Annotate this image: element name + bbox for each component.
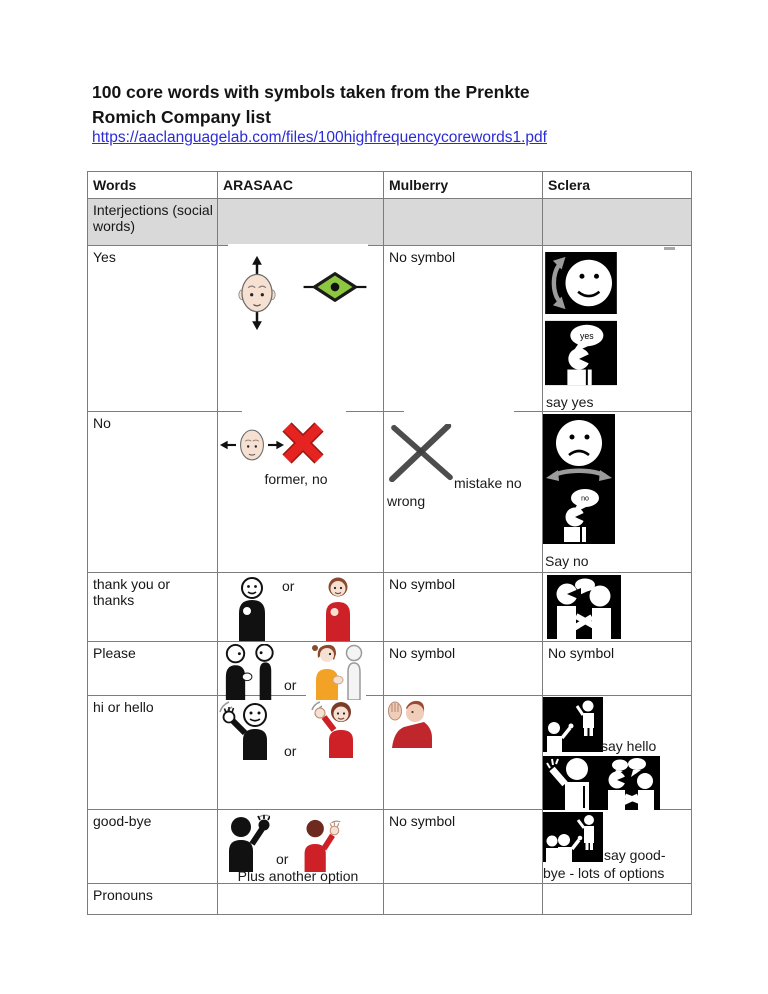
arasaac-yes-head-nod-icon <box>234 254 280 332</box>
arasaac-please-orange-pair-icon <box>306 642 366 700</box>
cell-goodbye-sclera <box>543 810 692 884</box>
sclera-yes-nod-smiley-icon <box>545 252 617 314</box>
col-header-sclera: Sclera <box>543 172 692 199</box>
core-words-table <box>87 171 692 915</box>
arasaac-please-black-pair-icon <box>220 644 280 700</box>
arasaac-no-head-shake-icon <box>220 424 284 466</box>
arasaac-thanks-red-boy-icon <box>322 577 354 641</box>
row-hello <box>88 696 692 810</box>
cell-hello-word: hi or hello <box>88 696 218 810</box>
sclera-hello-wave-icon <box>543 697 603 752</box>
cell-thanks-mulberry: No symbol <box>384 573 543 642</box>
section-label-interjections: Interjections (social words) <box>88 199 218 246</box>
row-yes <box>88 246 692 412</box>
row-no <box>88 412 692 573</box>
cell-please-mulberry: No symbol <box>384 642 543 696</box>
cell-please-word: Please <box>88 642 218 696</box>
arasaac-no-red-x-icon <box>280 420 326 466</box>
sclera-yes-bubble-text: yes <box>580 330 594 341</box>
arasaac-hello-red-girl-icon <box>310 700 366 758</box>
arasaac-no-caption: former, no <box>264 471 328 487</box>
cell-hello-sclera <box>543 696 692 810</box>
arasaac-goodbye-caption: Plus another option <box>237 868 359 884</box>
sclera-no-bubble-text: no <box>581 495 589 503</box>
cell-no-sclera <box>543 412 692 573</box>
sclera-thanks-handshake-icon <box>547 575 621 639</box>
sclera-goodbye-caption-line2: bye - lots of options <box>543 865 665 881</box>
cell-please-sclera: No symbol <box>543 642 692 696</box>
arasaac-thanks-black-figure-icon <box>235 577 269 641</box>
section-label-pronouns: Pronouns <box>88 884 218 915</box>
hello-or-label: or <box>284 743 297 759</box>
row-thanks <box>88 573 692 642</box>
section-row-interjections <box>88 199 692 246</box>
row-goodbye <box>88 810 692 884</box>
arasaac-yes-diamond-icon <box>302 268 368 306</box>
col-header-mulberry: Mulberry <box>384 172 543 199</box>
cell-hello-mulberry <box>384 696 543 810</box>
section-row-pronouns <box>88 884 692 915</box>
sclera-yes-speaker-icon <box>545 320 617 386</box>
mulberry-no-label-mistake: mistake no <box>454 475 522 491</box>
page-title <box>92 80 652 130</box>
arasaac-hello-black-wave-icon <box>218 700 278 760</box>
cell-goodbye-mulberry: No symbol <box>384 810 543 884</box>
mulberry-no-x-icon <box>388 424 456 482</box>
cell-thanks-arasaac <box>218 573 384 642</box>
cell-thanks-word: thank you or thanks <box>88 573 218 642</box>
cell-yes-mulberry: No symbol <box>384 246 543 412</box>
page-title-line2: Romich Company list <box>92 107 271 127</box>
cell-goodbye-arasaac <box>218 810 384 884</box>
arasaac-goodbye-red-girl-icon <box>298 818 342 872</box>
table-header-row <box>88 172 692 199</box>
sclera-no-caption: Say no <box>545 553 589 569</box>
sclera-hello-caption: say hello <box>601 738 657 754</box>
cell-yes-arasaac <box>218 246 384 412</box>
thanks-or-label: or <box>282 578 295 594</box>
sclera-no-frown-speaker-icon <box>543 414 615 544</box>
sclera-goodbye-wave-icon <box>543 812 603 862</box>
col-header-words: Words <box>88 172 218 199</box>
cell-no-word: No <box>88 412 218 573</box>
cell-please-arasaac <box>218 642 384 696</box>
source-link[interactable]: https://aaclanguagelab.com/files/100highfrequencycorewords1.pdf <box>92 129 547 146</box>
cell-hello-arasaac <box>218 696 384 810</box>
cell-goodbye-word: good-bye <box>88 810 218 884</box>
sclera-hello-group-icon <box>543 756 660 810</box>
arasaac-goodbye-black-figure-icon <box>222 814 270 872</box>
mulberry-no-label-wrong: wrong <box>387 493 426 509</box>
goodbye-or-label: or <box>276 851 289 867</box>
col-header-arasaac: ARASAAC <box>218 172 384 199</box>
cell-no-mulberry <box>384 412 543 573</box>
cell-yes-word: Yes <box>88 246 218 412</box>
cell-thanks-sclera <box>543 573 692 642</box>
row-please <box>88 642 692 696</box>
page-title-line1: 100 core words with symbols taken from the Prenkte <box>92 82 530 102</box>
sclera-yes-caption: say yes <box>546 394 594 410</box>
cell-no-arasaac <box>218 412 384 573</box>
sclera-goodbye-caption-line1: say good- <box>604 847 666 863</box>
mulberry-hello-wave-icon <box>384 698 434 748</box>
cell-yes-sclera <box>543 246 692 412</box>
please-or-label: or <box>284 677 297 693</box>
